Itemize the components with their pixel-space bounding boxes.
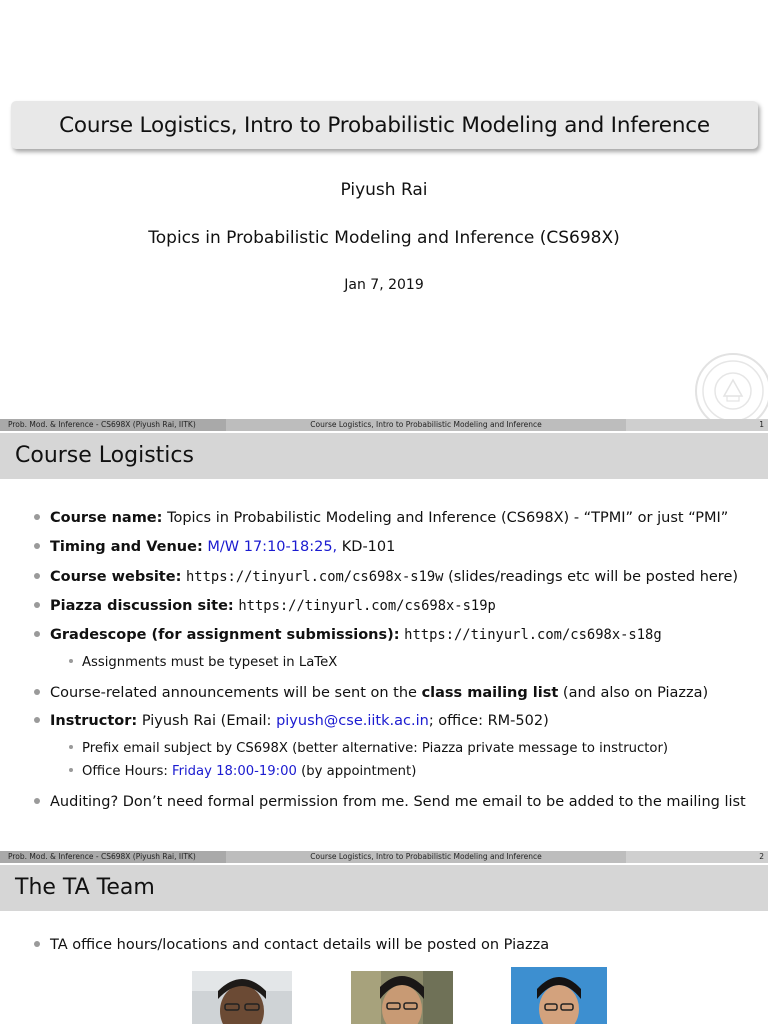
list-item-piazza: Piazza discussion site: https://tinyurl.com/cs698x-s19p (34, 598, 496, 614)
list-item-announcements: Course-related announcements will be sent on the class mailing list (and also on Piazza) (34, 685, 708, 701)
frame-title-course-logistics: Course Logistics (0, 433, 768, 479)
office-hours-time: Friday 18:00-19:00 (171, 764, 297, 779)
frame-title-ta-team: The TA Team (0, 865, 768, 911)
gradescope-link[interactable]: https://tinyurl.com/cs698x-s18g (404, 627, 662, 643)
author-name: Piyush Rai (340, 180, 428, 200)
list-item-gradescope: Gradescope (for assignment submissions): https://tinyurl.com/cs698x-s18g (34, 627, 662, 643)
slide-title: Course Logistics, Intro to Probabilistic Modeling and Inference (59, 112, 710, 138)
footer-left: Prob. Mod. & Inference - CS698X (Piyush Rai, IITK) (0, 419, 226, 431)
bullet-icon (34, 631, 40, 637)
bullet-icon (34, 798, 40, 804)
piazza-link[interactable]: https://tinyurl.com/cs698x-s19p (238, 598, 496, 614)
sub-item-prefix: Prefix email subject by CS698X (better alternative: Piazza private message to instructor) (69, 741, 668, 756)
sub-bullet-icon (69, 768, 73, 772)
title-slide (0, 0, 768, 420)
sub-bullet-icon (69, 745, 73, 749)
list-item-website: Course website: https://tinyurl.com/cs698x-s19w (slides/readings etc will be posted here) (34, 569, 738, 585)
footer-middle: Course Logistics, Intro to Probabilistic Modeling and Inference (226, 419, 626, 431)
list-item-instructor: Instructor: Piyush Rai (Email: piyush@cse.iitk.ac.in; office: RM-502) (34, 713, 549, 729)
list-item-timing: Timing and Venue: M/W 17:10-18:25, KD-101 (34, 539, 395, 555)
bullet-icon (34, 689, 40, 695)
bullet-icon (34, 543, 40, 549)
list-item-ta-note: TA office hours/locations and contact details will be posted on Piazza (34, 937, 549, 953)
ta-photo-2 (351, 971, 453, 1024)
page-number: 2 (759, 852, 764, 861)
bullet-icon (34, 941, 40, 947)
sub-item-office-hours: Office Hours: Friday 18:00-19:00 (by appointment) (69, 764, 416, 779)
ta-photo-1 (192, 971, 292, 1024)
list-item-auditing: Auditing? Don’t need formal permission from me. Send me email to be added to the mailing list (34, 794, 746, 810)
page-number: 1 (759, 420, 764, 429)
list-item-course-name: Course name: Topics in Probabilistic Modeling and Inference (CS698X) - “TPMI” or just “PMI” (34, 510, 728, 526)
sub-item-latex: Assignments must be typeset in LaTeX (69, 655, 337, 670)
footer-left: Prob. Mod. & Inference - CS698X (Piyush Rai, IITK) (0, 851, 226, 863)
bullet-icon (34, 717, 40, 723)
website-link[interactable]: https://tinyurl.com/cs698x-s19w (185, 569, 444, 585)
timing-time: M/W 17:10-18:25, (207, 539, 338, 555)
sub-bullet-icon (69, 659, 73, 663)
ta-photo-3 (511, 967, 607, 1024)
footer-bar-2 (0, 851, 768, 863)
bullet-icon (34, 514, 40, 520)
bullet-icon (34, 573, 40, 579)
bullet-icon (34, 602, 40, 608)
course-title: Topics in Probabilistic Modeling and Inference (CS698X) (148, 228, 620, 248)
footer-bar-1 (0, 419, 768, 431)
title-box (11, 101, 758, 149)
instructor-email-link[interactable]: piyush@cse.iitk.ac.in (276, 713, 429, 729)
lecture-date: Jan 7, 2019 (344, 277, 424, 293)
footer-middle: Course Logistics, Intro to Probabilistic Modeling and Inference (226, 851, 626, 863)
